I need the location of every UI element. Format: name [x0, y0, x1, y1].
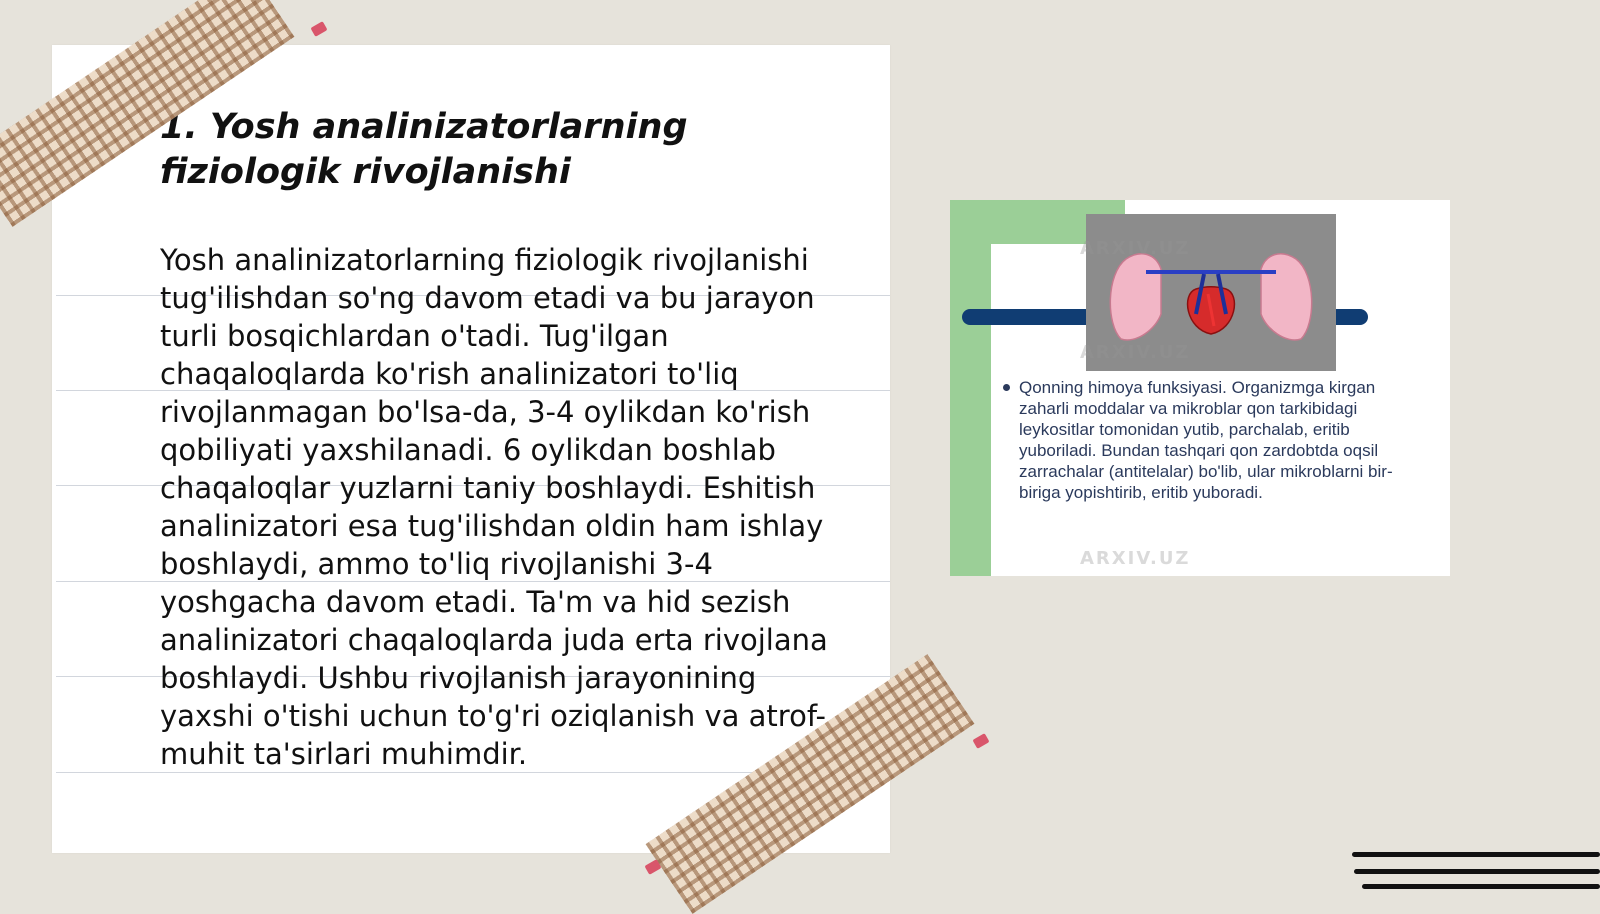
tape-pin: [972, 733, 989, 749]
tape-pin: [310, 21, 327, 37]
decorative-brush-line: [1352, 852, 1600, 857]
watermark-text: ARXIV.UZ: [1080, 342, 1191, 363]
watermark-text: ARXIV.UZ: [1080, 238, 1191, 259]
slide-bullet-text: Qonning himoya funksiyasi. Organizmga kirgan zaharli moddalar va mikroblar qon tarkibidagi leykositlar tomonidan yutib, parchalab, eritib yuboriladi. Bundan tashqari qon zardobtda oqsil zarrachalar (antitelalar) bo'lib, ular mikroblarni bir-biriga yopishtirib, eritib yuboradi.: [1019, 378, 1393, 502]
embedded-slide-image: [950, 200, 1450, 576]
note-paper: [52, 45, 890, 853]
watermark-text: ARXIV.UZ: [1080, 548, 1191, 569]
slide-green-bar: [950, 200, 991, 576]
slide-title: 1. Yosh analinizatorlarning fiziologik rivojlanishi: [160, 107, 688, 192]
decorative-brush-line: [1354, 869, 1600, 874]
decorative-brush-line: [1362, 884, 1600, 889]
body-paragraph: Yosh analinizatorlarning fiziologik rivojlanishi tug'ilishdan so'ng davom etadi va bu jarayon turli bosqichlardan o'tadi. Tug'ilgan chaqaloqlarda ko'rish analinizatori to'liq rivojlanmagan bo'lsa-da, 3-4 oylikdan ko'rish qobiliyati yaxshilanadi. 6 oylikdan boshlab chaqaloqlar yuzlarni taniy boshlaydi. Eshitish analinizatori esa tug'ilishdan oldin ham ishlay boshlaydi, ammo to'liq rivojlanishi 3-4 yoshgacha davom etadi. Ta'm va hid sezish analinizatori chaqaloqlarda juda erta rivojlana boshlaydi. Ushbu rivojlanish jarayonining yaxshi o'tishi uchun to'g'ri oziqlanish va atrof-muhit ta'sirlari muhimdir.: [160, 243, 828, 771]
bullet-point: [1003, 384, 1010, 391]
